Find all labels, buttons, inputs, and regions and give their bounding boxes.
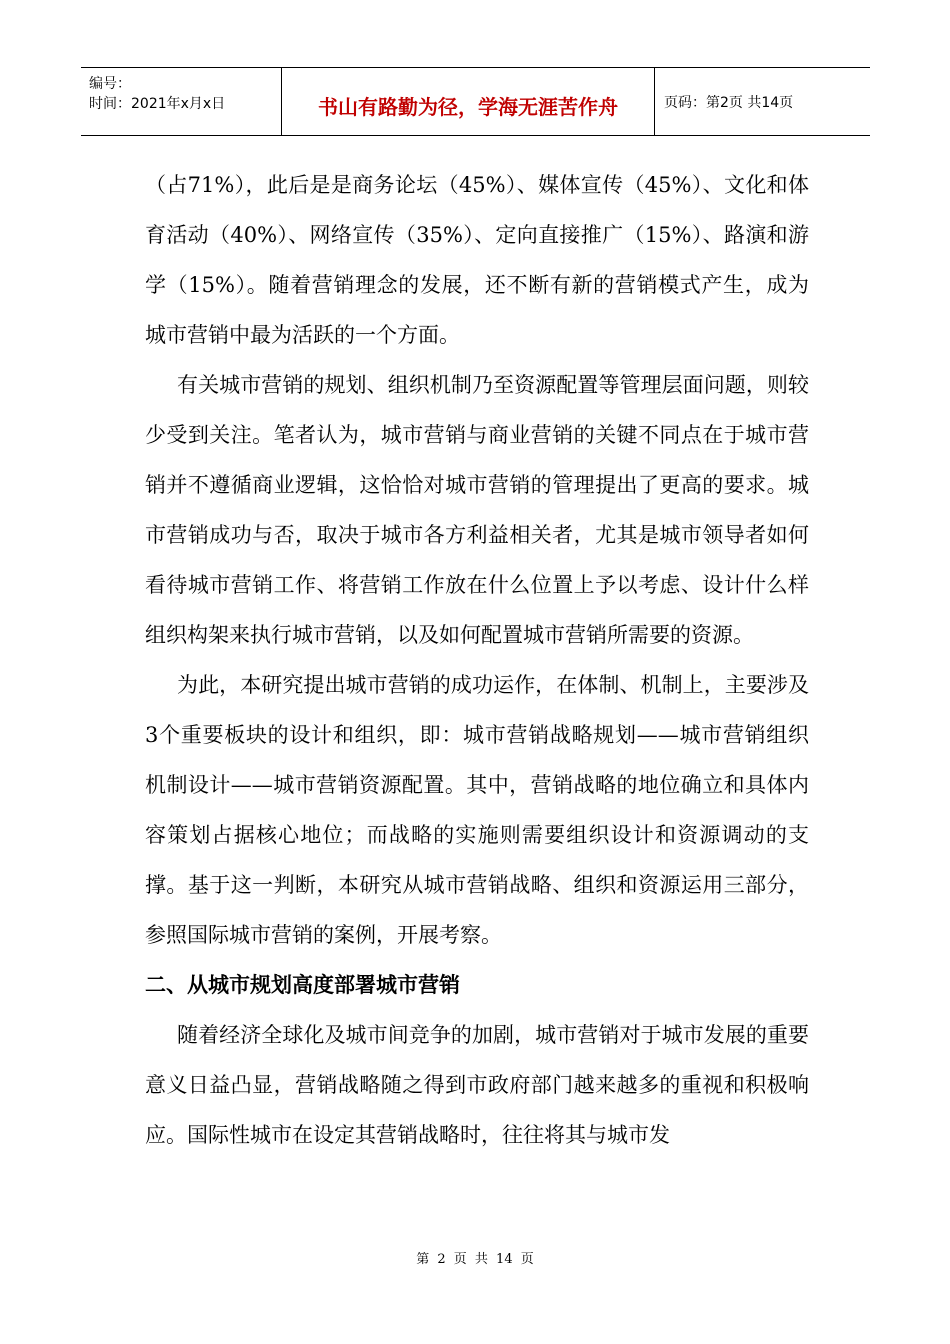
document-number-label: 编号： [89, 76, 131, 92]
document-time-label: 时间：2021年x月x日 [89, 96, 226, 112]
section-heading: 二、从城市规划高度部署城市营销 [145, 973, 460, 997]
body-paragraph-2: 有关城市营销的规划、组织机制乃至资源配置等管理层面问题，则较少受到关注。笔者认为，城市营销与商业营销的关键不同点在于城市营销并不遵循商业逻辑，这恰恰对城市营销的管理提出了更高的要求。城市营销成功与否，取决于城市各方利益相关者，尤其是城市领导者如何看待城市营销工作、将营销工作放在什么位置上予以考虑、设计什么样组织构架来执行城市营销，以及如何配置城市营销所需要的资源。 [145, 373, 809, 647]
body-paragraph-3: 为此，本研究提出城市营销的成功运作，在体制、机制上，主要涉及3个重要板块的设计和组织，即：城市营销战略规划——城市营销组织机制设计——城市营销资源配置。其中，营销战略的地位确立和具体内容策划占据核心地位；而战略的实施则需要组织设计和资源调动的支撑。基于这一判断，本研究从城市营销战略、组织和资源运用三部分，参照国际城市营销的案例，开展考察。 [145, 673, 809, 947]
page-footer: 第 2 页 共 14 页 [416, 1252, 534, 1267]
document-body [145, 160, 809, 1160]
body-paragraph-1: （占71%），此后是是商务论坛（45%）、媒体宣传（45%）、文化和体育活动（40%）、网络宣传（35%）、定向直接推广（15%）、路演和游学（15%）。随着营销理念的发展，还不断有新的营销模式产生，成为城市营销中最为活跃的一个方面。 [145, 173, 809, 347]
header-motto-cell [282, 68, 655, 135]
header-meta-cell [81, 68, 282, 135]
body-paragraph-4: 随着经济全球化及城市间竞争的加剧，城市营销对于城市发展的重要意义日益凸显，营销战略随之得到市政府部门越来越多的重视和积极响应。国际性城市在设定其营销战略时，往往将其与城市发 [145, 1023, 809, 1147]
header-motto: 书山有路勤为径，学海无涯苦作舟 [318, 95, 618, 119]
page-header [81, 67, 870, 136]
header-page-cell [655, 68, 870, 135]
header-page-code: 页码：第2页 共14页 [664, 95, 794, 111]
